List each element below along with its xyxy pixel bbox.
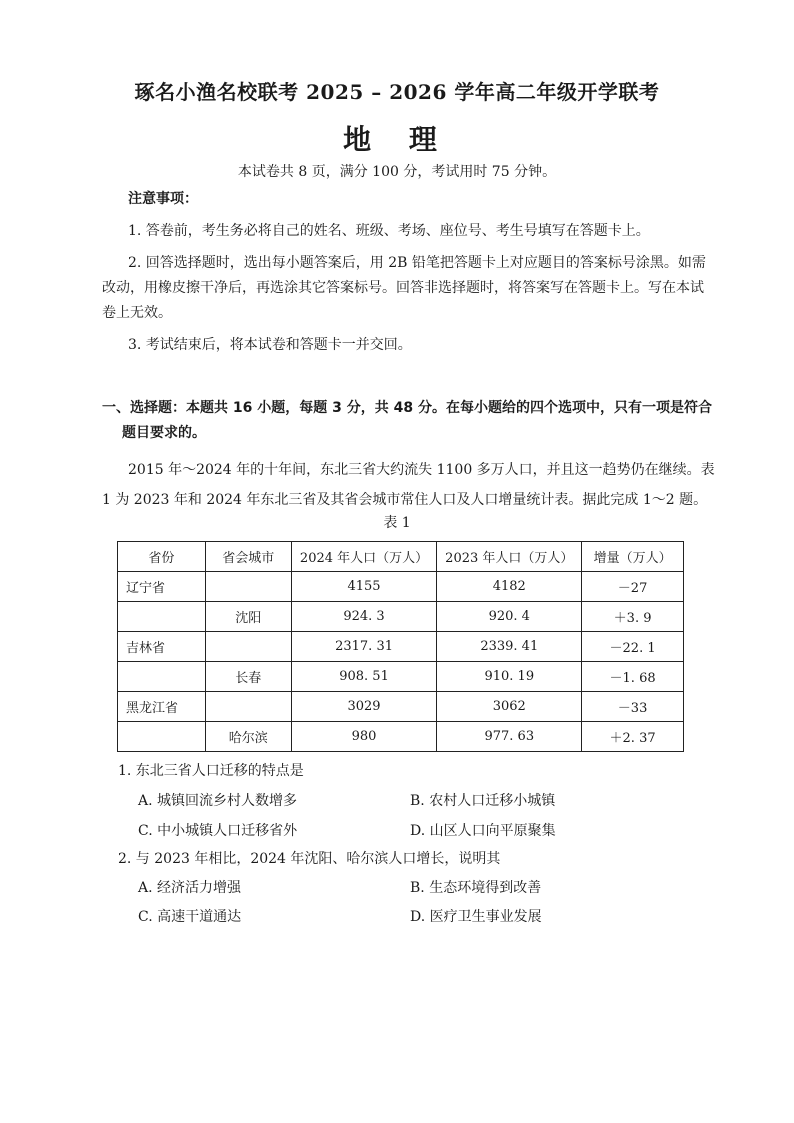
question-1-stem: 1. 东北三省人口迁移的特点是	[118, 763, 304, 779]
header-province: 省份	[118, 542, 206, 572]
table-row	[118, 662, 684, 692]
cell-pop-2023: 910. 19	[437, 662, 582, 692]
header-change: 增量（万人）	[582, 542, 684, 572]
table-caption: 表 1	[383, 515, 411, 531]
cell-pop-2023: 3062	[437, 692, 582, 722]
question-2-stem: 2. 与 2023 年相比，2024 年沈阳、哈尔滨人口增长，说明其	[118, 851, 501, 867]
cell-pop-2024: 980	[291, 722, 437, 752]
cell-province: 黑龙江省	[118, 692, 206, 722]
table-row	[118, 602, 684, 632]
cell-province: 吉林省	[118, 632, 206, 662]
cell-pop-2023: 977. 63	[437, 722, 582, 752]
question-intro: 2015 年～2024 年的十年间，东北三省大约流失 1100 多万人口，并且这一趋势仍在继续。表 1 为 2023 年和 2024 年东北三省及其省会城市常住人口及人口增量统计表。据此完成 1～2 题。	[102, 462, 715, 508]
question-1-option-c[interactable]: C. 中小城镇人口迁移省外	[138, 823, 298, 839]
cell-change: －33	[582, 692, 684, 722]
cell-province	[118, 662, 206, 692]
notice-item-3: 3. 考试结束后，将本试卷和答题卡一并交回。	[128, 337, 412, 353]
cell-pop-2024: 924. 3	[291, 602, 437, 632]
notice-heading: 注意事项：	[128, 191, 198, 207]
cell-capital	[205, 632, 291, 662]
notice-item-1: 1. 答卷前，考生务必将自己的姓名、班级、考场、座位号、考生号填写在答题卡上。	[128, 223, 650, 239]
question-1-option-a[interactable]: A. 城镇回流乡村人数增多	[138, 793, 298, 809]
cell-capital	[205, 692, 291, 722]
cell-capital	[205, 572, 291, 602]
exam-info: 本试卷共 8 页，满分 100 分，考试用时 75 分钟。	[237, 164, 557, 180]
cell-province	[118, 602, 206, 632]
table-row	[118, 692, 684, 722]
question-2-option-a[interactable]: A. 经济活力增强	[138, 880, 242, 896]
subject-title: 地 理	[343, 123, 451, 156]
cell-pop-2023: 2339. 41	[437, 632, 582, 662]
header-pop-2024: 2024 年人口（万人）	[291, 542, 437, 572]
cell-pop-2024: 908. 51	[291, 662, 437, 692]
section-heading-line-2: 题目要求的。	[122, 425, 206, 441]
cell-pop-2024: 4155	[291, 572, 437, 602]
cell-pop-2024: 3029	[291, 692, 437, 722]
question-1-option-d[interactable]: D. 山区人口向平原聚集	[410, 823, 556, 839]
question-2-option-c[interactable]: C. 高速干道通达	[138, 909, 242, 925]
question-2-option-b[interactable]: B. 生态环境得到改善	[410, 880, 542, 896]
table-row	[118, 722, 684, 752]
section-heading	[102, 396, 716, 446]
table-header-row	[118, 542, 684, 572]
cell-change: ＋3. 9	[582, 602, 684, 632]
header-capital: 省会城市	[205, 542, 291, 572]
cell-pop-2023: 4182	[437, 572, 582, 602]
cell-capital: 哈尔滨	[205, 722, 291, 752]
question-2-option-d[interactable]: D. 医疗卫生事业发展	[410, 909, 542, 925]
notice-item-2: 2. 回答选择题时，选出每小题答案后，用 2B 铅笔把答题卡上对应题目的答案标号涂黑。如需改动，用橡皮擦干净后，再选涂其它答案标号。回答非选择题时，将答案写在答题卡上。写在本试卷上无效。	[102, 255, 706, 321]
cell-capital: 沈阳	[205, 602, 291, 632]
cell-province	[118, 722, 206, 752]
question-1-option-b[interactable]: B. 农村人口迁移小城镇	[410, 793, 556, 809]
table-row	[118, 572, 684, 602]
cell-change: ＋2. 37	[582, 722, 684, 752]
cell-change: －1. 68	[582, 662, 684, 692]
exam-title: 琢名小渔名校联考 2025 – 2026 学年高二年级开学联考	[134, 80, 660, 104]
population-table	[117, 541, 684, 752]
table-row	[118, 632, 684, 662]
cell-pop-2023: 920. 4	[437, 602, 582, 632]
header-pop-2023: 2023 年人口（万人）	[437, 542, 582, 572]
cell-capital: 长春	[205, 662, 291, 692]
cell-change: －22. 1	[582, 632, 684, 662]
section-heading-line-1: 一、选择题：本题共 16 小题，每题 3 分，共 48 分。在每小题给的四个选项中，只有一项是符合	[102, 400, 712, 416]
cell-province: 辽宁省	[118, 572, 206, 602]
cell-pop-2024: 2317. 31	[291, 632, 437, 662]
cell-change: －27	[582, 572, 684, 602]
